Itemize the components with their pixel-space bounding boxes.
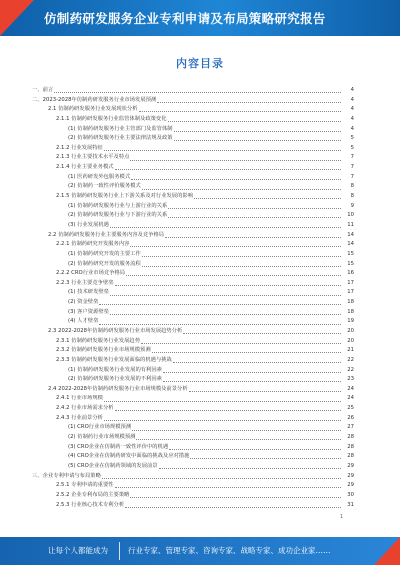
toc-entry-page: 5 — [350, 144, 354, 151]
dot-leader — [102, 478, 341, 479]
toc-entry-title: 2.2.3 行业主要竞争壁垒 — [56, 279, 114, 286]
toc-entry-page: 22 — [347, 366, 354, 373]
toc-entry-title: (1) 医药研发外包服务模式 — [68, 173, 131, 180]
dot-leader — [136, 439, 341, 440]
toc-entry-title: 2.4 2022-2028年仿制药研发服务行业市场规模及前景分析 — [48, 385, 188, 392]
toc-entry[interactable] — [32, 385, 354, 395]
toc-entry-page: 4 — [350, 106, 354, 113]
dot-leader — [139, 111, 341, 112]
footer-accent-triangle — [374, 537, 400, 565]
toc-entry-page: 29 — [347, 462, 354, 469]
toc-entry-page: 24 — [347, 395, 354, 402]
toc-entry[interactable] — [32, 443, 354, 453]
dot-leader — [126, 275, 341, 276]
toc-entry-page: 23 — [347, 376, 354, 383]
toc-entry-title: 2.3 2022-2028年仿制药研发服务行业市场发展趋势分析 — [48, 328, 183, 334]
toc-entry-page: 17 — [347, 279, 354, 286]
toc-entry-title: 2.1.4 行业主要业务模式 — [56, 164, 114, 171]
toc-entry[interactable] — [32, 501, 354, 511]
toc-entry[interactable] — [32, 86, 354, 96]
dot-leader — [142, 189, 341, 190]
toc-entry[interactable] — [32, 250, 354, 260]
toc-entry-page: 25 — [347, 405, 354, 412]
toc-entry-page: 4 — [350, 86, 354, 93]
footer-slogan: 让每个人都能成为 — [48, 546, 108, 555]
toc-entry-page: 7 — [350, 164, 354, 171]
toc-entry[interactable] — [32, 327, 354, 337]
toc-entry-page: 8 — [350, 193, 354, 200]
toc-entry[interactable] — [32, 221, 354, 231]
toc-entry[interactable] — [32, 308, 354, 318]
dot-leader — [173, 362, 341, 363]
toc-entry-title: 2.1.1 仿制药研发服务行业监管体制及政策变化 — [56, 115, 167, 122]
dot-leader — [132, 430, 341, 431]
toc-entry-title: 2.3.3 仿制药研发服务行业发展面临的机遇与挑战 — [56, 356, 172, 363]
dot-leader — [131, 179, 341, 180]
toc-entry-title: 2.5.3 行业核心技术专利分析 — [56, 501, 125, 508]
dot-leader — [104, 401, 341, 402]
dot-leader — [194, 198, 341, 199]
toc-entry-title: (3) 客户资源壁垒 — [68, 308, 109, 315]
dot-leader — [110, 227, 341, 228]
toc-entry[interactable] — [32, 298, 354, 308]
dot-leader — [157, 102, 341, 103]
dot-leader — [125, 507, 341, 508]
toc-entry[interactable] — [32, 472, 354, 482]
dot-leader — [152, 352, 341, 353]
dot-leader — [189, 391, 341, 392]
toc-entry-title: (4) CRO企业在仿制药研发中面临的挑战及应对措施 — [68, 453, 190, 460]
toc-entry-title: 一、前言 — [32, 86, 54, 93]
toc-entry[interactable] — [32, 452, 354, 462]
toc-entry-page: 28 — [347, 443, 354, 450]
toc-entry-page: 4 — [350, 115, 354, 122]
dot-leader — [168, 217, 341, 218]
dot-leader — [168, 121, 341, 122]
toc-entry-page: 16 — [347, 270, 354, 277]
toc-entry-title: (1) 仿制药研发服务行业主管部门及监管体制 — [68, 125, 173, 132]
dot-leader — [104, 420, 341, 421]
toc-entry[interactable] — [32, 269, 354, 279]
toc-entry-title: 2.5.2 企业专利布局的主要策略 — [56, 491, 130, 498]
toc-entry[interactable] — [32, 356, 354, 366]
toc-entry[interactable] — [32, 231, 354, 241]
dot-leader — [54, 92, 341, 93]
toc-entry[interactable] — [32, 404, 354, 414]
footer-tagline: 行业专家、管理专家、咨询专家、战略专家、成功企业家…… — [128, 546, 331, 555]
dot-leader — [130, 246, 341, 247]
toc-entry-page: 14 — [347, 231, 354, 238]
toc-entry-title: (1) 仿制药研发服务行业与上游行业的关系 — [68, 202, 168, 209]
toc-entry-page: 4 — [350, 96, 354, 103]
toc-entry-page: 22 — [347, 356, 354, 363]
toc-entry[interactable] — [32, 346, 354, 356]
toc-entry-title: (2) 仿制药研发服务行业主要法律法规及政策 — [68, 135, 173, 142]
toc-entry-page: 21 — [347, 347, 354, 354]
dot-leader — [174, 131, 341, 132]
toc-entry-title: 2.1.5 仿制药研发服务行业上下游关系及对行业发展的影响 — [56, 193, 193, 200]
toc-entry[interactable] — [32, 182, 354, 192]
toc-entry-title: (2) 仿制药行业市场规模预测 — [68, 434, 136, 441]
toc-entry-title: 2.2.2 CRO行业市场竞争格局 — [56, 270, 126, 277]
toc-entry-page: 30 — [347, 491, 354, 498]
toc-entry-title: 二、2023-2028年仿制药研发服务行业市场发展预测 — [32, 96, 157, 103]
toc-entry-page: 4 — [350, 125, 354, 132]
toc-entry-page: 28 — [347, 453, 354, 460]
dot-leader — [142, 256, 341, 257]
toc-entry-page: 24 — [347, 385, 354, 392]
dot-leader — [115, 487, 341, 488]
toc-entry[interactable] — [32, 414, 354, 424]
toc-entry-title: (2) 仿制药研发服务行业发展的不利因素 — [68, 376, 162, 383]
toc-entry-page: 26 — [347, 414, 354, 421]
toc-entry[interactable] — [32, 288, 354, 298]
toc-entry-page: 31 — [347, 501, 354, 508]
toc-entry-title: 2.2 仿制药研发服务行业主要服务内容及竞争格局 — [48, 231, 165, 238]
toc-entry-title: 2.4.1 行业市场规模 — [56, 395, 103, 402]
dot-leader — [159, 468, 341, 469]
toc-entry-page: 20 — [347, 337, 354, 344]
toc-entry[interactable] — [32, 317, 354, 327]
toc-entry[interactable] — [32, 423, 354, 433]
report-title: 仿制药研发服务企业专利申请及布局策略研究报告 — [44, 11, 326, 26]
toc-entry-title: (5) CRO企业在仿制药领域的发展前景 — [68, 462, 158, 469]
toc-entry-page: 17 — [347, 289, 354, 296]
toc-entry-page: 10 — [347, 212, 354, 219]
page-number: 1 — [340, 514, 344, 520]
toc-entry[interactable] — [32, 337, 354, 347]
toc-entry[interactable] — [32, 192, 354, 202]
toc-entry[interactable] — [32, 144, 354, 154]
toc-entry-page: 15 — [347, 260, 354, 267]
toc-entry-page: 9 — [350, 202, 354, 209]
toc-entry-title: (2) 仿制药研究开发的服务流程 — [68, 260, 141, 267]
toc-entry-title: 三、企业专利申请与布局策略 — [32, 472, 101, 479]
toc-entry-page: 5 — [350, 135, 354, 142]
toc-entry-page: 8 — [350, 183, 354, 190]
toc-entry[interactable] — [32, 173, 354, 183]
toc-entry-title: 2.5.1 专利申请的重要性 — [56, 482, 114, 489]
dot-leader — [169, 449, 341, 450]
toc-entry-page: 19 — [347, 318, 354, 325]
toc-entry-page: 11 — [347, 221, 354, 228]
toc-entry[interactable] — [32, 211, 354, 221]
dot-leader — [141, 343, 341, 344]
toc-entry-page: 15 — [347, 250, 354, 257]
toc-entry-title: (1) 仿制药研发服务行业发展的有利因素 — [68, 366, 162, 373]
dot-leader — [183, 333, 341, 334]
dot-leader — [163, 381, 341, 382]
dot-leader — [110, 295, 341, 296]
dot-leader — [190, 458, 341, 459]
toc-entry[interactable] — [32, 125, 354, 135]
toc-entry[interactable] — [32, 134, 354, 144]
toc-entry[interactable] — [32, 375, 354, 385]
toc-entry-title: (3) CRO企业在仿制药一致性评价中的机遇 — [68, 443, 169, 450]
toc-entry-title: (2) 资金壁垒 — [68, 299, 99, 306]
toc-entry-page: 27 — [347, 424, 354, 431]
toc-entry-title: (2) 仿制药一致性评价服务模式 — [68, 183, 141, 190]
dot-leader — [115, 285, 341, 286]
toc-entry-title: (1) CRO行业市场规模预测 — [68, 424, 132, 431]
header-accent-triangle — [0, 0, 34, 36]
toc-entry-title: (1) 仿制药研究开发的主要工作 — [68, 250, 141, 257]
dot-leader — [99, 304, 341, 305]
dot-leader — [130, 497, 341, 498]
toc-entry-page: 18 — [347, 308, 354, 315]
toc-entry-title: (4) 人才壁垒 — [68, 318, 99, 325]
toc-entry[interactable] — [32, 260, 354, 270]
toc-entry-title: (3) 行业发展机遇 — [68, 221, 109, 228]
toc-entry-title: 2.4.3 行业前景分析 — [56, 414, 103, 421]
toc-entry[interactable] — [32, 491, 354, 501]
toc-entry[interactable] — [32, 279, 354, 289]
toc-entry[interactable] — [32, 481, 354, 491]
toc-entry-title: 2.4.2 行业市场需求分析 — [56, 405, 114, 412]
toc-entry-title: 2.1 仿制药研发服务行业发展现状分析 — [48, 106, 138, 113]
toc-entry-page: 7 — [350, 173, 354, 180]
toc-entry[interactable] — [32, 366, 354, 376]
dot-leader — [130, 160, 341, 161]
toc-heading: 内容目录 — [176, 57, 224, 70]
dot-leader — [104, 150, 341, 151]
toc-entry-title: 2.2.1 仿制药研究开发服务内容 — [56, 241, 130, 248]
toc-entry-title: 2.1.3 行业主要技术水平及特点 — [56, 154, 130, 161]
table-of-contents — [32, 86, 354, 510]
dot-leader — [174, 140, 341, 141]
dot-leader — [163, 372, 341, 373]
toc-entry[interactable] — [32, 96, 354, 106]
dot-leader — [115, 169, 341, 170]
footer-divider — [119, 542, 120, 560]
toc-entry-title: 2.1.2 行业发展特征 — [56, 144, 103, 151]
toc-entry-page: 29 — [347, 482, 354, 489]
dot-leader — [115, 410, 341, 411]
toc-entry-page: 7 — [350, 154, 354, 161]
dot-leader — [99, 324, 341, 325]
toc-entry-page: 28 — [347, 434, 354, 441]
dot-leader — [168, 208, 341, 209]
toc-entry-title: 2.3.1 仿制药研发服务行业发展趋势 — [56, 337, 141, 344]
toc-entry[interactable] — [32, 202, 354, 212]
toc-entry[interactable] — [32, 115, 354, 125]
toc-entry[interactable] — [32, 153, 354, 163]
toc-entry-title: (2) 仿制药研发服务行业与下游行业的关系 — [68, 212, 168, 219]
dot-leader — [142, 266, 341, 267]
dot-leader — [165, 237, 341, 238]
toc-entry[interactable] — [32, 240, 354, 250]
toc-entry[interactable] — [32, 163, 354, 173]
toc-entry[interactable] — [32, 395, 354, 405]
toc-entry[interactable] — [32, 105, 354, 115]
toc-entry-title: (1) 技术研发壁垒 — [68, 289, 109, 296]
toc-entry-title: 2.3.2 仿制药研发服务行业市场规模预测 — [56, 347, 151, 354]
toc-entry-page: 14 — [347, 241, 354, 248]
toc-entry-page: 18 — [347, 299, 354, 306]
toc-entry[interactable] — [32, 462, 354, 472]
dot-leader — [110, 314, 341, 315]
toc-entry[interactable] — [32, 433, 354, 443]
toc-entry-page: 20 — [347, 328, 354, 334]
toc-entry-page: 29 — [347, 472, 354, 479]
